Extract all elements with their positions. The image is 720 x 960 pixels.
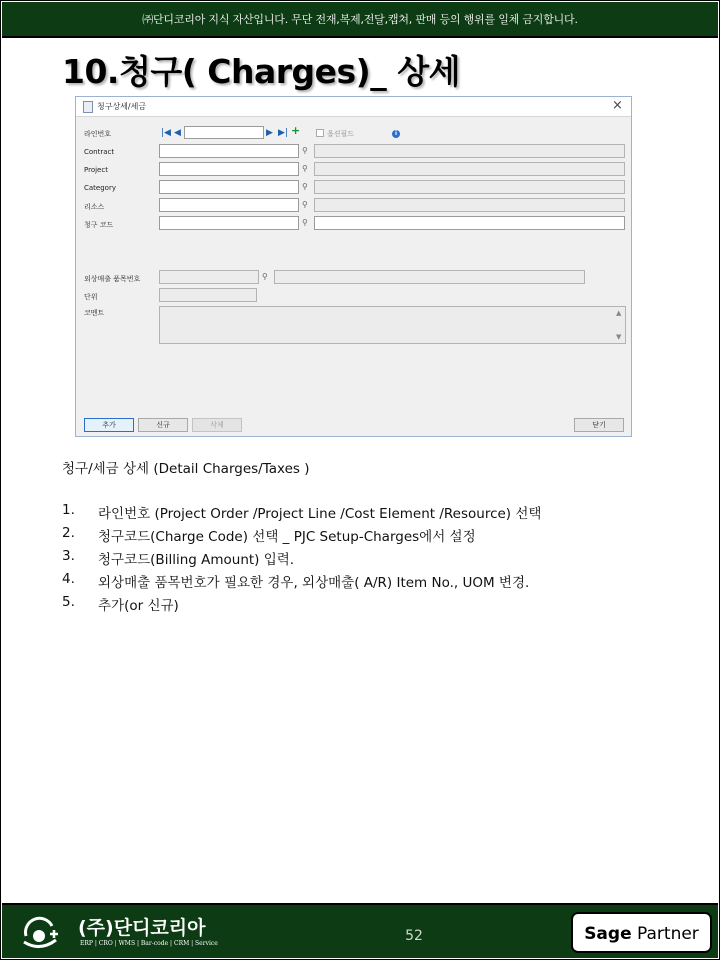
list-item bbox=[62, 594, 662, 616]
contract-description bbox=[314, 144, 625, 158]
option-field-checkbox[interactable] bbox=[316, 129, 324, 137]
last-record-icon[interactable]: ▶| bbox=[278, 128, 288, 138]
ar-item-label: 외상매출 품목번호 bbox=[84, 275, 141, 283]
list-item bbox=[62, 571, 662, 593]
ar-item-input[interactable] bbox=[159, 270, 259, 284]
category-label: Category bbox=[84, 184, 116, 192]
add-line-icon[interactable]: + bbox=[291, 124, 301, 137]
copyright-text: ㈜단디코리아 지식 자산입니다. 무단 전재,복제,전달,캡쳐, 판매 등의 행위를 일체 금지합니다. bbox=[142, 13, 578, 26]
dialog-titlebar bbox=[76, 97, 631, 117]
line-no-input[interactable] bbox=[184, 126, 264, 139]
company-name: (주)단디코리아 bbox=[78, 917, 206, 939]
step-text: 추가(or 신규) bbox=[98, 598, 179, 614]
step-number: 2. bbox=[62, 525, 75, 541]
resource-label: 리소스 bbox=[84, 203, 105, 211]
ar-item-lookup-icon[interactable]: ⚲ bbox=[262, 272, 268, 281]
contract-input[interactable] bbox=[159, 144, 299, 158]
sage-partner-badge bbox=[571, 912, 712, 953]
list-item bbox=[62, 502, 662, 524]
resource-description bbox=[314, 198, 625, 212]
footer-bar bbox=[2, 903, 718, 958]
new-button[interactable]: 신규 bbox=[138, 418, 188, 432]
comment-label: 코멘트 bbox=[84, 309, 105, 317]
next-record-icon[interactable]: ▶ bbox=[266, 128, 273, 138]
step-text: 청구코드(Billing Amount) 입력. bbox=[98, 552, 295, 568]
option-field-label: 옵션필드 bbox=[327, 130, 355, 138]
add-button[interactable]: 추가 bbox=[84, 418, 134, 432]
charge-code-lookup-icon[interactable]: ⚲ bbox=[302, 218, 308, 227]
step-number: 3. bbox=[62, 548, 75, 564]
category-lookup-icon[interactable]: ⚲ bbox=[302, 182, 308, 191]
copyright-banner bbox=[2, 2, 718, 38]
charge-code-label: 청구 코드 bbox=[84, 221, 114, 229]
project-description bbox=[314, 162, 625, 176]
line-no-label: 라인번호 bbox=[84, 130, 112, 138]
resource-lookup-icon[interactable]: ⚲ bbox=[302, 200, 308, 209]
step-number: 5. bbox=[62, 594, 75, 610]
step-number: 1. bbox=[62, 502, 75, 518]
previous-record-icon[interactable]: ◀ bbox=[174, 128, 181, 138]
contract-label: Contract bbox=[84, 148, 115, 156]
dialog-title: 청구상세/세금 bbox=[97, 102, 147, 111]
company-tagline: ERP | CRO | WMS | Bar-code | CRM | Service bbox=[80, 940, 218, 947]
unit-input[interactable] bbox=[159, 288, 257, 302]
project-lookup-icon[interactable]: ⚲ bbox=[302, 164, 308, 173]
category-description bbox=[314, 180, 625, 194]
scroll-up-icon[interactable]: ▲ bbox=[616, 309, 622, 317]
close-icon[interactable]: × bbox=[612, 98, 623, 113]
slide-title: 10.청구( Charges)_ 상세 bbox=[62, 52, 461, 91]
step-number: 4. bbox=[62, 571, 75, 587]
charge-code-input[interactable] bbox=[159, 216, 299, 230]
resource-input[interactable] bbox=[159, 198, 299, 212]
ar-item-description bbox=[274, 270, 585, 284]
first-record-icon[interactable]: |◀ bbox=[161, 128, 171, 138]
partner-word: Partner bbox=[637, 924, 699, 944]
contract-lookup-icon[interactable]: ⚲ bbox=[302, 146, 308, 155]
scroll-down-icon[interactable]: ▼ bbox=[616, 333, 622, 341]
info-icon[interactable]: i bbox=[392, 130, 400, 138]
step-text: 청구코드(Charge Code) 선택 _ PJC Setup-Charges에서 설정 bbox=[98, 529, 476, 545]
company-logo-icon bbox=[20, 912, 60, 952]
document-icon bbox=[83, 101, 93, 113]
page-number: 52 bbox=[405, 928, 423, 944]
step-text: 라인번호 (Project Order /Project Line /Cost Element /Resource) 선택 bbox=[98, 506, 542, 522]
delete-button[interactable]: 삭제 bbox=[192, 418, 242, 432]
project-input[interactable] bbox=[159, 162, 299, 176]
category-input[interactable] bbox=[159, 180, 299, 194]
step-text: 외상매출 품목번호가 필요한 경우, 외상매출( A/R) Item No., UOM 변경. bbox=[98, 575, 530, 591]
comment-textarea[interactable] bbox=[159, 306, 626, 344]
unit-label: 단위 bbox=[84, 293, 98, 301]
charge-detail-dialog bbox=[75, 96, 632, 437]
close-button[interactable]: 닫기 bbox=[574, 418, 624, 432]
dialog-caption: 청구/세금 상세 (Detail Charges/Taxes ) bbox=[62, 461, 310, 477]
sage-brand: Sage bbox=[584, 924, 632, 944]
list-item bbox=[62, 525, 662, 547]
charge-code-description[interactable] bbox=[314, 216, 625, 230]
project-label: Project bbox=[84, 166, 108, 174]
list-item bbox=[62, 548, 662, 570]
